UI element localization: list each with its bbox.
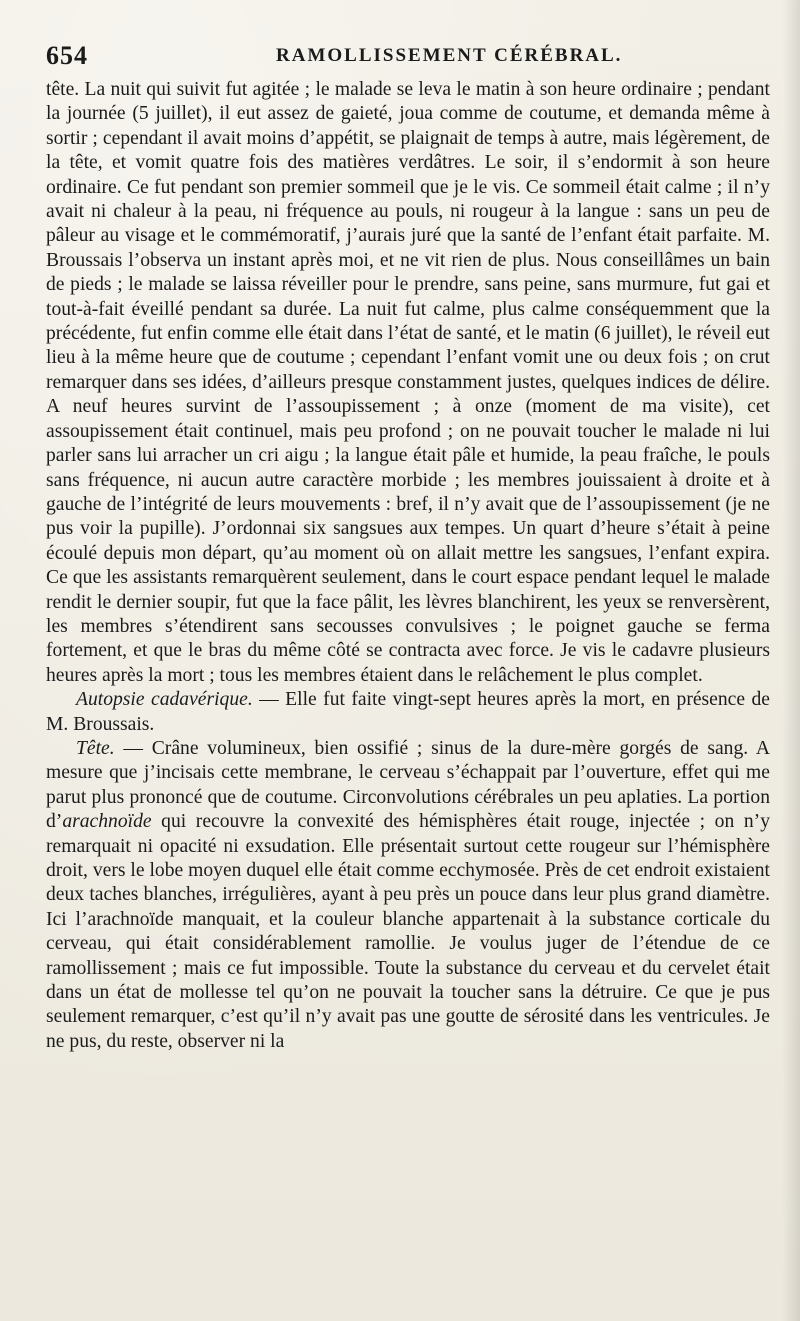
paragraph-autopsy — [46, 688, 770, 737]
paragraph-head — [46, 737, 770, 1054]
head-text-part2: qui recouvre la convexité des hémisphères était rouge, injectée ; on n’y remarquait ni opacité ni exsudation. Elle présentait surtout cette rougeur sur l’hémisphère droit, vers le lobe moyen duquel elle était comme ecchymosée. Près de cet endroit existaient deux taches blanches, irrégulières, ayant à peu près un pouce dans leur plus grand diamètre. Ici l’arachnoïde manquait, et la couleur blanche appartenait à la substance corticale du cerveau, qui était considérablement ramollie. Je voulus juger de l’étendue de ce ramollissement ; mais ce fut impossible. Toute la substance du cerveau et du cervelet était dans un état de mollesse tel qu’on ne pouvait la toucher sans la détruire. Ce que je pus seulement remarquer, c’est qu’il n’y avait pas une goutte de sérosité dans les ventricules. Je ne pus, du reste, observer ni la — [46, 811, 770, 1052]
body-text — [46, 78, 770, 1054]
page-edge-shadow — [782, 0, 800, 1321]
running-head — [46, 40, 770, 72]
page-number: 654 — [46, 41, 88, 70]
arachnoid-term: arachnoïde — [62, 811, 152, 833]
running-title: RAMOLLISSEMENT CÉRÉBRAL. — [276, 45, 623, 66]
head-subheading: Tête. — [76, 737, 115, 759]
paragraph-case-narrative: tête. La nuit qui suivit fut agitée ; le malade se leva le matin à son heure ordinaire ; pendant la journée (5 juillet), il eut assez de gaieté, joua comme de coutume, et demanda même à sortir ; cependant il avait moins d’appétit, se plaignait de temps à autre, mais légèrement, de la tête, et vomit quatre fois des matières verdâtres. Le soir, il s’endormit à son heure ordinaire. Ce fut pendant son premier sommeil que je le vis. Ce sommeil était calme ; il n’y avait ni chaleur à la peau, ni fréquence au pouls, ni rougeur à la langue : sans un peu de pâleur au visage et le commémoratif, j’aurais juré que la santé de l’enfant était parfaite. M. Broussais l’observa un instant après moi, et ne vit rien de plus. Nous conseillâmes un bain de pieds ; le malade se laissa réveiller pour le prendre, sans peine, sans murmure, fut gai et tout-à-fait éveillé pendant sa durée. La nuit fut calme, plus calme conséquemment que la précédente, fut enfin comme elle était dans l’état de santé, et le matin (6 juillet), le réveil eut lieu à la même heure que de coutume ; cependant l’enfant vomit une ou deux fois ; on crut remarquer dans ses idées, d’ailleurs presque constamment justes, quelques indices de délire. A neuf heures survint de l’assoupissement ; à onze (moment de ma visite), cet assoupissement était continuel, mais peu profond ; on ne pouvait toucher le malade ni lui parler sans lui arracher un cri aigu ; la langue était pâle et humide, la peau fraîche, le pouls sans fréquence, ni aucun autre caractère morbide ; les membres jouissaient à droite et à gauche de l’intégrité de leurs mouvements : bref, il n’y avait que de l’assoupissement (je ne pus voir la pupille). J’ordonnai six sangsues aux tempes. Un quart d’heure s’était à peine écoulé depuis mon départ, qu’au moment où on allait mettre les sangsues, l’enfant expira. Ce que les assistants remarquèrent seulement, dans le court espace pendant lequel le malade rendit le dernier soupir, fut que la face pâlit, les lèvres blanchirent, les yeux se renversèrent, les membres s’étendirent sans secousses convulsives ; le poignet gauche se ferma fortement, et que le bras du même côté se contracta avec force. Je vis le cadavre plusieurs heures après la mort ; tous les membres étaient dans le relâchement le plus complet. — [46, 79, 770, 686]
autopsy-text: — Elle fut faite vingt-sept heures après la mort, en présence de M. Broussais. — [46, 689, 770, 735]
head-text-part1: — Crâne volumineux, bien ossifié ; sinus de la dure-mère gorgés de sang. A mesure que j’incisais cette membrane, le cerveau s’échappait par l’ouverture, effet qui me parut plus prononcé que de coutume. Circonvolutions cérébrales un peu aplaties. La portion d’ — [46, 737, 770, 833]
autopsy-subheading: Autopsie cadavérique. — [76, 689, 253, 711]
